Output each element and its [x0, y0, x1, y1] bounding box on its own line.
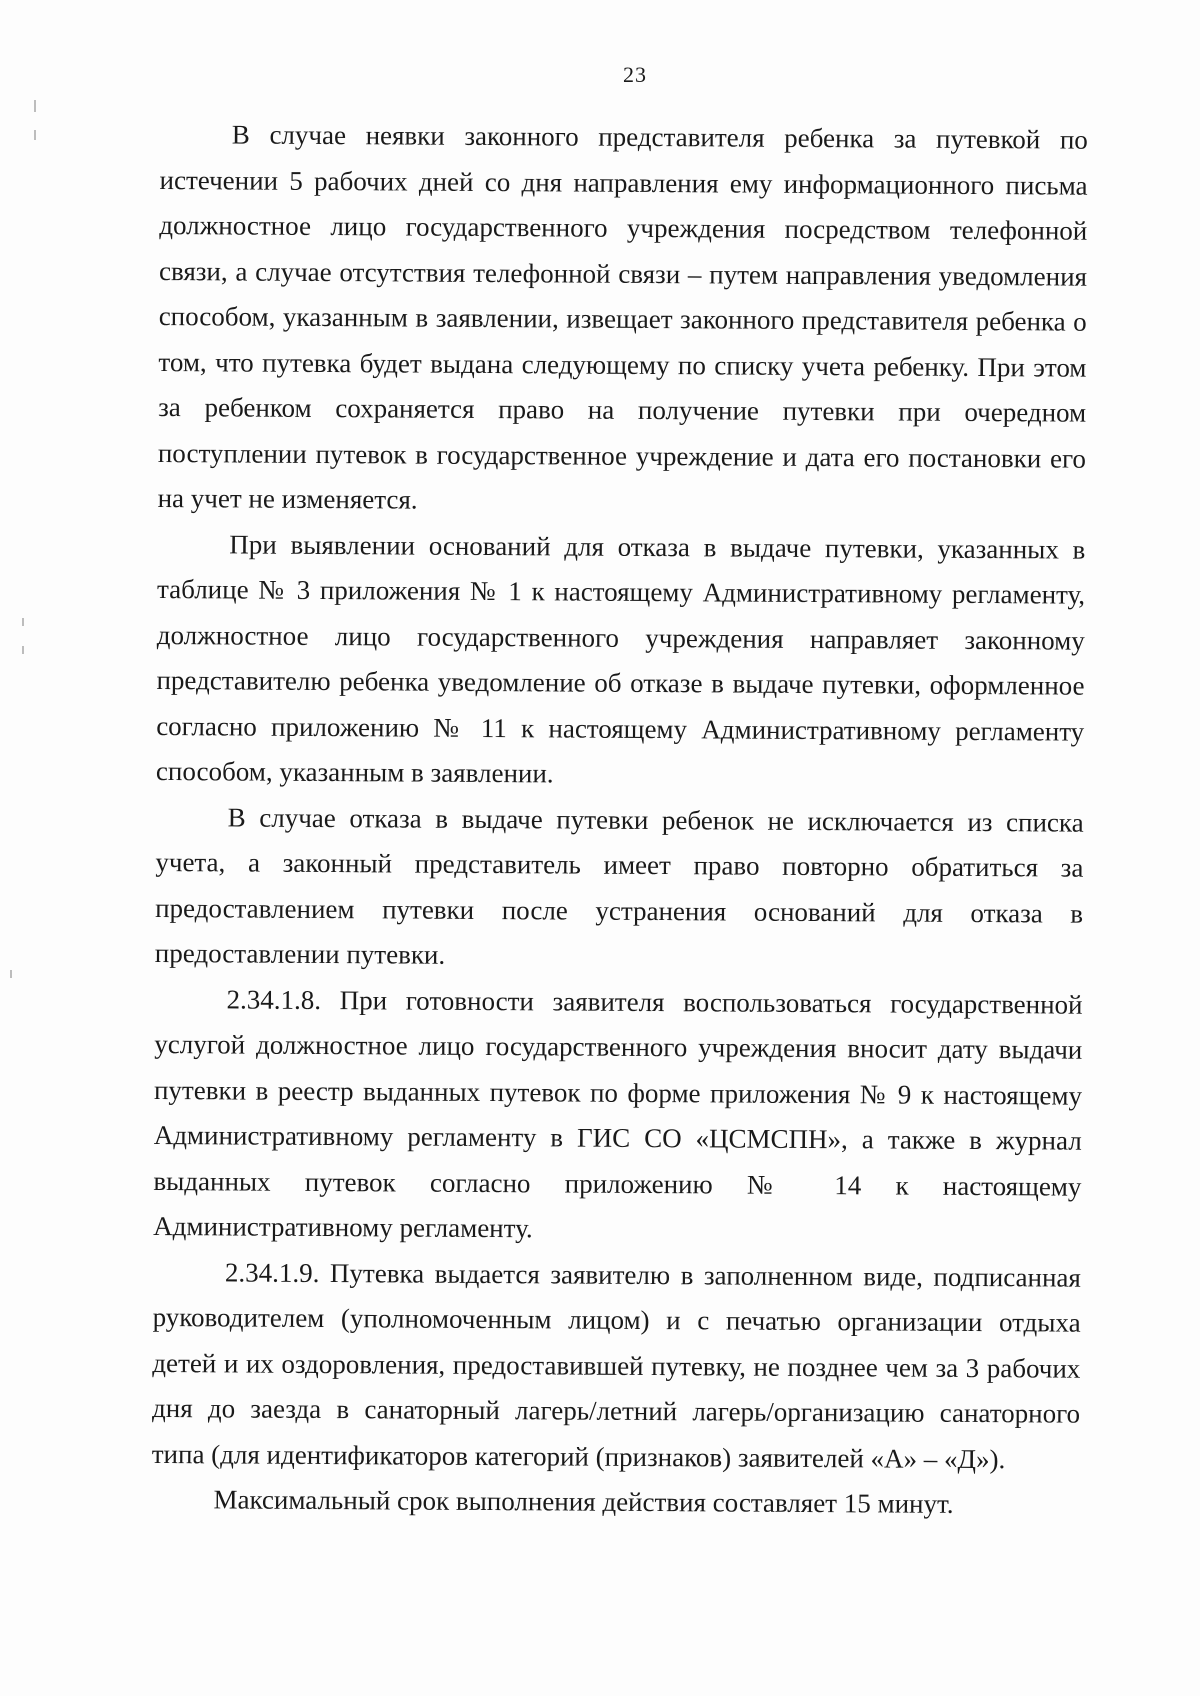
page-number: 23: [623, 62, 647, 87]
paragraph-no-show: В случае неявки законного представителя ребенка за путевкой по истечении 5 рабочих дней со дня направления ему информационного письма должностное лицо государственного учреждения посредством телефонной связи, а случае отсутствия телефонной связи – путем направления уведомления способом, указанным в заявлении, извещает законного представителя ребенка о том, что путевка будет выдана следующему по списку учета ребенку. При этом за ребенком сохраняется право на получение путевки при очередном поступлении путевок в государственное учреждение и дата его постановки его на учет не изменяется.: [157, 119, 1088, 515]
paragraph-2-34-1-8: 2.34.1.8. При готовности заявителя воспользоваться государственной услугой должностное лицо государственного учреждения вносит дату выдачи путевки в реестр выданных путевок по форме приложения № 9 к настоящему Административному регламенту в ГИС СО «ЦСМСПН», а также в журнал выданных путевок согласно приложению № 14 к настоящему Административному регламенту.: [153, 983, 1083, 1244]
scan-edge-mark: [10, 970, 12, 978]
paragraph-refusal-grounds: При выявлении оснований для отказа в выдаче путевки, указанных в таблице № 3 приложения № 1 к настоящему Административному регламенту, должностное лицо государственного учреждения направляет законному представителю ребенка уведомление об отказе в выдаче путевки, оформленное согласно приложению № 11 к настоящему Административному регламенту способом, указанным в заявлении.: [155, 528, 1086, 789]
scan-edge-mark: [34, 100, 36, 112]
document-body: [151, 112, 1088, 1528]
scan-edge-mark: [22, 618, 24, 626]
paragraph-max-duration: Максимальный срок выполнения действия составляет 15 минут.: [213, 1484, 954, 1519]
paragraph-refusal-consequences: В случае отказа в выдаче путевки ребенок не исключается из списка учета, а законный представитель имеет право повторно обратиться за предоставлением путевки после устранения оснований для отказа в предоставлении путевки.: [154, 801, 1084, 970]
scan-edge-mark: [34, 130, 36, 140]
paragraph-2-34-1-9: 2.34.1.9. Путевка выдается заявителю в заполненном виде, подписанная руководителем (уполномоченным лицом) и с печатью организации отдыха детей и их оздоровления, предоставившей путевку, не позднее чем за 3 рабочих дня до заезда в санаторный лагерь/летний лагерь/организацию санаторного типа (для идентификаторов категорий (признаков) заявителей «А» – «Д»).: [151, 1256, 1081, 1474]
scan-edge-mark: [22, 646, 24, 654]
